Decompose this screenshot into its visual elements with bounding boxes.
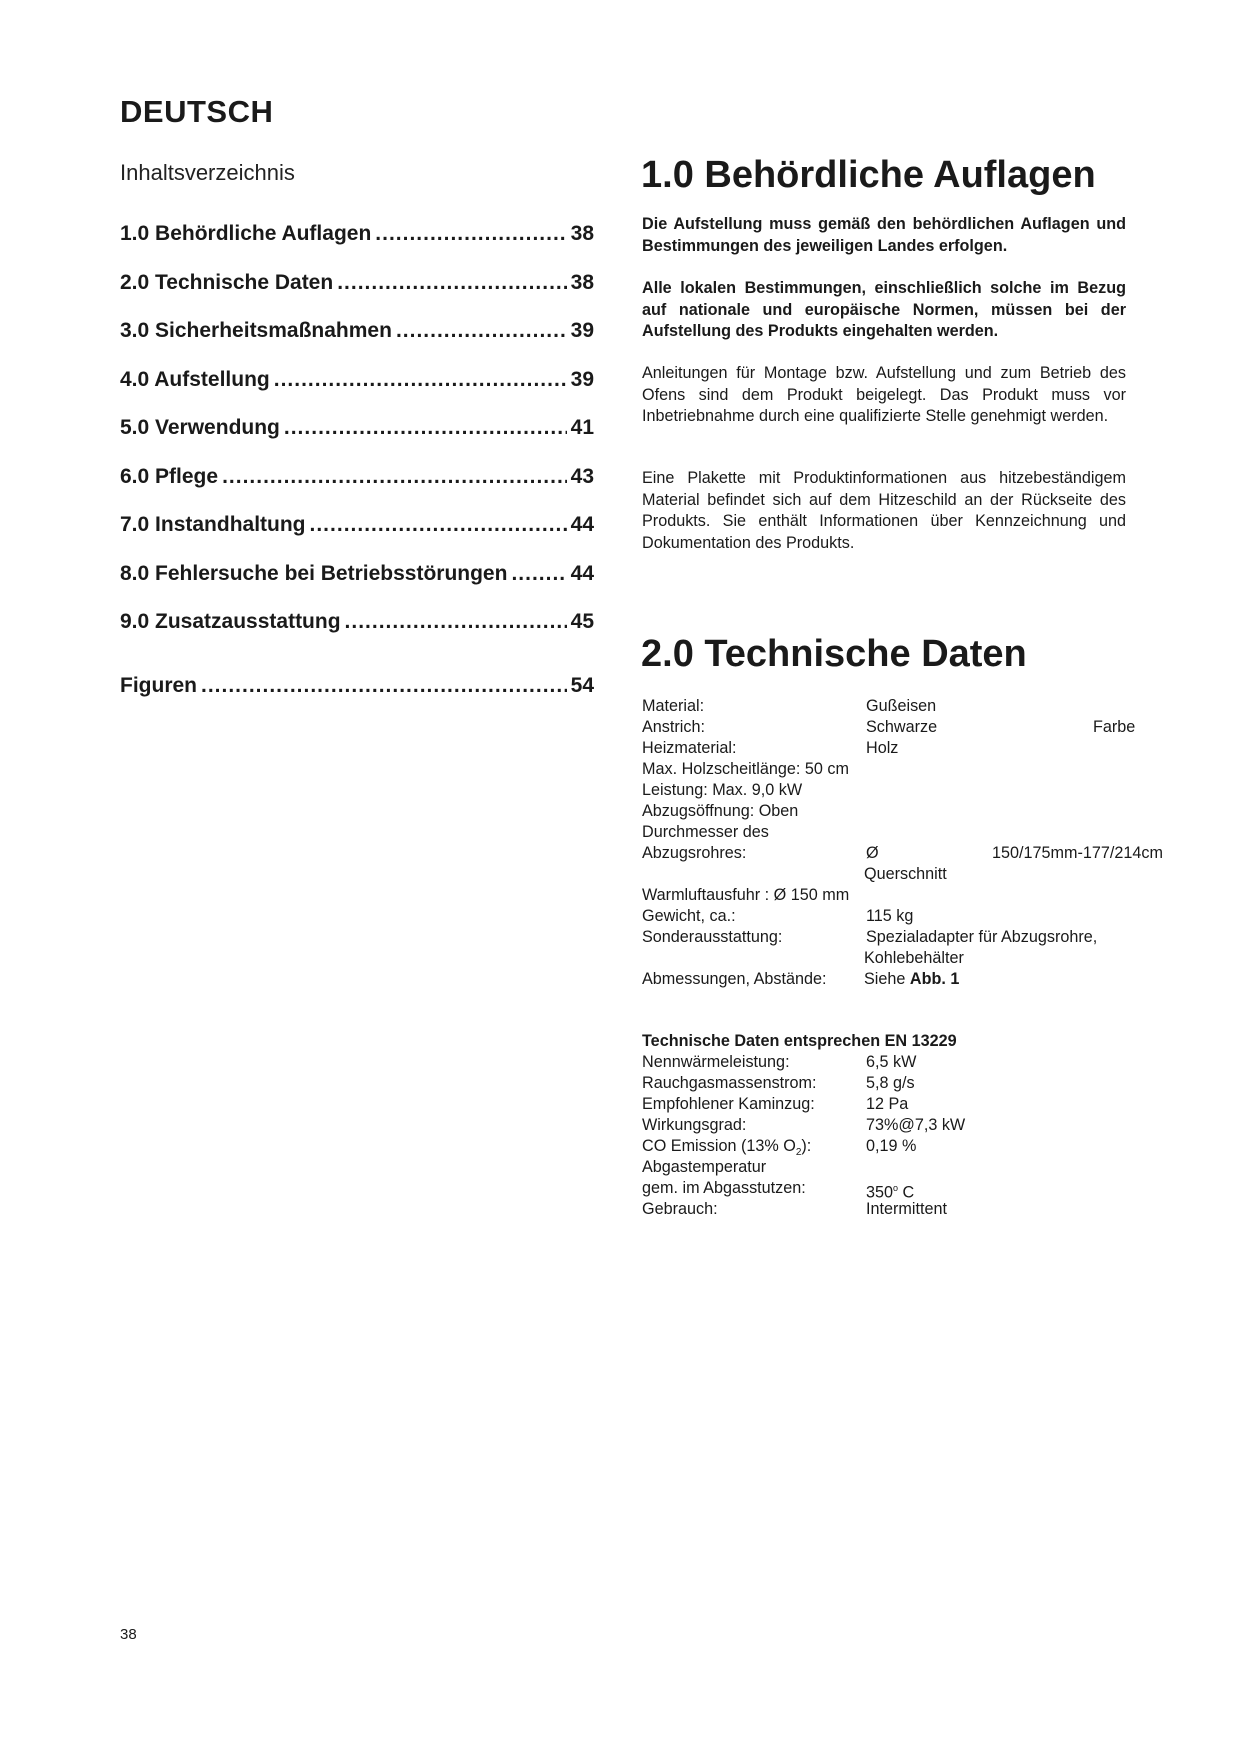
spec-row-abzug [642,801,1202,822]
toc-leader-dots [201,674,567,698]
toc-item-page: 44 [570,513,594,536]
degree-superscript: o [893,1183,899,1193]
spec-inline-text: Warmluftausfuhr : Ø 150 mm [642,886,850,904]
toc-leader-dots [337,271,566,295]
spec-row-durchmesser [642,822,1202,843]
page-number: 38 [120,1626,137,1643]
toc-leader-dots [375,222,566,246]
spec-value-extra: Farbe [1093,718,1136,736]
spec-row-gewicht [642,906,1202,927]
spec-row-holzscheit [642,759,1202,780]
toc-item-page: 54 [570,673,594,697]
spec-row-sonder-2 [642,948,1202,969]
spec-value: Intermittent [866,1200,947,1218]
spec-label: Gebrauch: [642,1200,718,1218]
spec-value: Querschnitt [864,865,947,883]
spec-value: Schwarze [866,718,938,736]
toc-item[interactable] [120,674,594,723]
spec-label: Abgastemperatur [642,1158,767,1176]
spec-value-prefix: Siehe [864,970,906,988]
toc-item-label: 2.0 Technische Daten [120,270,334,294]
toc-leader-dots [284,416,567,440]
spec-inline-text: Max. Holzscheitlänge: 50 cm [642,760,849,778]
toc-item-label: 4.0 Aufstellung [120,367,270,391]
toc-item[interactable] [120,416,594,465]
toc-item-page: 38 [570,270,594,294]
spec-label: Rauchgasmassenstrom: [642,1074,817,1092]
spec-label: Nennwärmeleistung: [642,1053,790,1071]
toc-item[interactable] [120,465,594,514]
toc-item[interactable] [120,368,594,417]
en-row-nenn [642,1052,1202,1073]
spec-row-heizmaterial [642,738,1202,759]
toc-item-label: 3.0 Sicherheitsmaßnahmen [120,319,392,342]
spec-value: 115 kg [866,907,914,925]
spec-label: Material: [642,697,705,715]
toc-item[interactable] [120,271,594,320]
spec-label: Wirkungsgrad: [642,1116,747,1134]
toc-item-label: 1.0 Behördliche Auflagen [120,222,372,245]
toc-item[interactable] [120,319,594,368]
toc-item-label: Figuren [120,673,197,697]
spec-label: gem. im Abgasstutzen: [642,1179,806,1197]
toc-item-label: 6.0 Pflege [120,464,219,488]
toc-item[interactable] [120,562,594,611]
spec-label: Durchmesser des [642,823,769,841]
figure-reference: Abb. 1 [909,970,960,988]
en-row-wirk [642,1115,1202,1136]
section-1-paragraph: Alle lokalen Bestimmungen, einschließlich solche im Bezug auf nationale und europäische Normen, müssen bei der Aufstellung des Produkts eingehalten werden. [642,279,1126,340]
spec-row-durchmesser-2 [642,843,1202,864]
spec-value: Gußeisen [866,697,937,715]
toc-item-label: 9.0 Zusatzausstattung [120,610,341,633]
spec-value: Kohlebehälter [864,949,964,967]
diameter-symbol: Ø [866,844,879,862]
table-of-contents [120,222,594,722]
spec-label: Anstrich: [642,718,705,736]
temp-unit: C [898,1183,915,1202]
spec-label: Abzugsrohres: [642,844,747,862]
spec-value: 73%@7,3 kW [866,1116,966,1134]
spec-inline-text: Abzugsöffnung: Oben [642,802,799,820]
co-label-text: CO Emission (13% O [642,1137,796,1155]
technical-data-table [642,696,1202,990]
spec-value: 150/175mm-177/214cm [992,844,1163,862]
spec-row-durchmesser-3 [642,864,1202,885]
toc-item-page: 43 [570,464,594,488]
section-2-heading: 2.0 Technische Daten [641,633,1027,675]
toc-item-page: 45 [570,610,594,633]
en-row-abgas-2 [642,1178,1202,1202]
toc-item-label: 5.0 Verwendung [120,416,280,439]
toc-leader-dots [222,465,567,489]
spec-value [864,969,959,990]
en-row-rauch [642,1073,1202,1094]
toc-item-page: 44 [570,561,594,585]
toc-item-page: 38 [570,222,594,245]
toc-item[interactable] [120,513,594,562]
toc-leader-dots [396,319,567,343]
toc-item-label: 8.0 Fehlersuche bei Betriebsstörungen [120,561,508,585]
spec-label: Empfohlener Kaminzug: [642,1095,815,1113]
spec-label: Heizmaterial: [642,739,737,757]
spec-value: Spezialadapter für Abzugsrohre, [866,928,1098,946]
spec-value: 6,5 kW [866,1053,917,1071]
section-1-paragraph: Anleitungen für Montage bzw. Aufstellung und zum Betrieb des Ofens sind dem Produkt beigelegt. Das Produkt muss vor Inbetriebnahme durch eine qualifizierte Stelle genehmigt werden. [642,364,1126,425]
toc-leader-dots [310,513,567,537]
toc-item[interactable] [120,610,594,659]
spec-row-sonder [642,927,1202,948]
en13229-table [642,1031,1202,1220]
spec-value: 0,19 % [866,1137,917,1155]
spec-label: Sonderausstattung: [642,928,783,946]
spec-value: Holz [866,739,899,757]
en-row-co [642,1136,1202,1157]
toc-leader-dots [511,562,566,586]
toc-leader-dots [274,368,567,392]
spec-label: Abmessungen, Abstände: [642,970,827,988]
spec-value: 12 Pa [866,1095,909,1113]
spec-value: 5,8 g/s [866,1074,915,1092]
toc-item-page: 39 [570,319,594,342]
language-heading: DEUTSCH [120,94,274,129]
spec-label: Gewicht, ca.: [642,907,736,925]
spec-row-leistung [642,780,1202,801]
en-row-kamin [642,1094,1202,1115]
en13229-title [642,1031,1202,1052]
co-label-tail: ): [801,1137,812,1155]
en-row-gebrauch [642,1199,1202,1220]
spec-row-abmessungen [642,969,1202,990]
co-label-subscript: 2 [795,1147,802,1159]
toc-item-page: 41 [570,416,594,439]
section-1-paragraph: Eine Plakette mit Produktinformationen aus hitzebeständigem Material befindet sich auf dem Hitzeschild an der Rückseite des Produkts. Sie enthält Informationen über Kennzeichnung und Dokumentation des Produkts. [642,469,1126,552]
toc-item[interactable] [120,222,594,271]
temp-number: 350 [866,1183,894,1202]
spec-row-material [642,696,1202,717]
section-1-heading: 1.0 Behördliche Auflagen [641,154,1096,196]
spec-row-anstrich [642,717,1202,738]
en13229-title-text: Technische Daten entsprechen EN 13229 [642,1032,957,1050]
section-1-paragraph: Die Aufstellung muss gemäß den behördlichen Auflagen und Bestimmungen des jeweiligen Landes erfolgen. [642,215,1126,255]
toc-item-label: 7.0 Instandhaltung [120,513,306,536]
en-row-abgas [642,1157,1202,1178]
toc-leader-dots [345,610,567,634]
toc-title: Inhaltsverzeichnis [120,160,295,185]
toc-item-page: 39 [570,367,594,391]
spec-inline-text: Leistung: Max. 9,0 kW [642,781,803,799]
spec-row-warmluft [642,885,1202,906]
